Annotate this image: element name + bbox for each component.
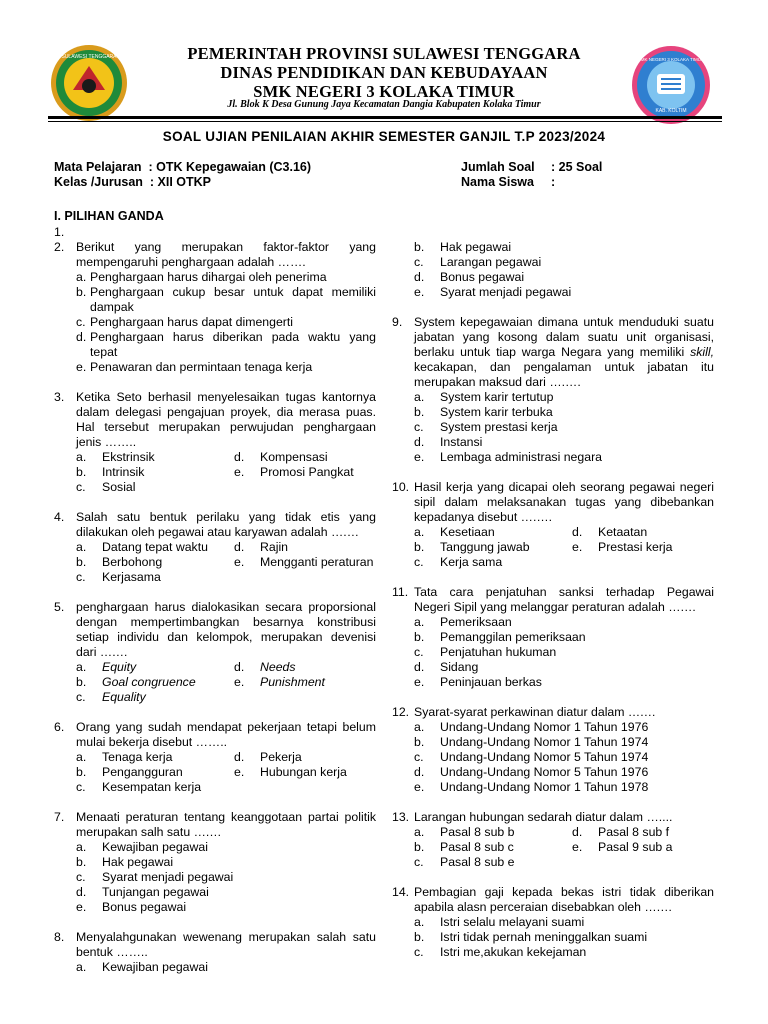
- option-e[interactable]: e. Mengganti peraturan: [234, 555, 374, 569]
- option-a[interactable]: a. Datang tepat waktu: [76, 540, 208, 554]
- option-c[interactable]: c. Istri me,akukan kekejaman: [414, 945, 587, 959]
- meta-subject-label: Mata Pelajaran: [54, 160, 142, 174]
- option-a[interactable]: a. Kewajiban pegawai: [76, 840, 208, 854]
- question-stem: Menyalahgunakan wewenang merupakan salah satu: [76, 930, 376, 944]
- question-9: [392, 315, 714, 465]
- question-number: 4.: [54, 510, 65, 524]
- question-number: 13.: [392, 810, 410, 824]
- option-e[interactable]: e. Prestasi kerja: [572, 540, 673, 554]
- option-c[interactable]: c. Penjatuhan hukuman: [414, 645, 557, 659]
- option-b[interactable]: b. Tanggung jawab: [414, 540, 530, 554]
- question-8: [54, 930, 376, 975]
- question-stem: berlaku untuk tiap warga Negara yang memiliki skill,: [414, 345, 714, 359]
- question-stem: bentuk ……..: [76, 945, 148, 959]
- option-d[interactable]: d. Undang-Undang Nomor 5 Tahun 1976: [414, 765, 649, 779]
- question-stem: sipil dalam melaksanakan tugas yang dibebankan: [414, 495, 714, 509]
- option-e[interactable]: e. Bonus pegawai: [76, 900, 187, 914]
- option-e[interactable]: e. Punishment: [234, 675, 325, 689]
- question-stem: setiap individu dan kelompok, merupakan devenisi: [76, 630, 376, 644]
- meta-subject-value: : OTK Kepegawaian (C3.16): [148, 160, 312, 174]
- option-a[interactable]: a. Equity: [76, 660, 137, 674]
- question-stem: Negeri Sipil yang melanggar peraturan adalah ….…: [414, 600, 697, 614]
- question-stem: dari ….…: [76, 645, 128, 659]
- option-d[interactable]: d. Rajin: [234, 540, 289, 554]
- question-stem: Syarat-syarat perkawinan diatur dalam ….…: [414, 705, 656, 719]
- question-stem: mulai bekerja disebut ……..: [76, 735, 228, 749]
- question-stem: apabila alasn perceraian disebabkan oleh ….…: [414, 900, 673, 914]
- option-d[interactable]: d. Kompensasi: [234, 450, 328, 464]
- question-7: [54, 810, 376, 915]
- question-10: [392, 480, 714, 570]
- question-stem: merupakan maksud dari ….….: [414, 375, 581, 389]
- option-a[interactable]: a. Ekstrinsik: [76, 450, 155, 464]
- option-e[interactable]: e. Syarat menjadi pegawai: [414, 285, 572, 299]
- option-b[interactable]: b. Hak pegawai: [414, 240, 512, 254]
- option-d[interactable]: d. Sidang: [414, 660, 479, 674]
- left-column: [54, 225, 376, 975]
- option-c[interactable]: c. Penghargaan harus dapat dimengerti: [76, 315, 294, 329]
- header-divider-thin: [48, 121, 722, 122]
- question-stem: Salah satu bentuk perilaku yang tidak etis yang: [76, 510, 376, 524]
- option-c[interactable]: c. Pasal 8 sub e: [414, 855, 515, 869]
- option-a[interactable]: a. Pemeriksaan: [414, 615, 512, 629]
- question-number: 8.: [54, 930, 65, 944]
- question-5: [54, 600, 376, 705]
- option-e[interactable]: e. Peninjauan berkas: [414, 675, 542, 689]
- school-logo-text: SMK NEGERI 3 KOLAKA TIMUR: [637, 57, 705, 62]
- option-b[interactable]: b. Pemanggilan pemeriksaan: [414, 630, 586, 644]
- option-b[interactable]: b. Goal congruence: [76, 675, 196, 689]
- question-stem: Pembagian gaji kepada bekas istri tidak diberikan: [414, 885, 714, 899]
- meta-class-label: Kelas /Jurusan: [54, 175, 143, 189]
- question-number: 3.: [54, 390, 65, 404]
- question-2: [54, 240, 376, 375]
- header-line-2: DINAS PENDIDIKAN DAN KEBUDAYAAN: [220, 63, 548, 82]
- question-number: 6.: [54, 720, 65, 734]
- meta-count: [461, 160, 602, 174]
- option-b[interactable]: b. Intrinsik: [76, 465, 145, 479]
- option-c[interactable]: c. Sosial: [76, 480, 136, 494]
- meta-subject: [54, 160, 311, 174]
- option-d[interactable]: d. Pekerja: [234, 750, 302, 764]
- question-number: 14.: [392, 885, 410, 899]
- option-d[interactable]: d. Pasal 8 sub f: [572, 825, 670, 839]
- option-e[interactable]: e. Undang-Undang Nomor 1 Tahun 1978: [414, 780, 649, 794]
- question-stem: System kepegawaian dimana untuk menduduki suatu: [414, 315, 714, 329]
- option-a[interactable]: a. Kewajiban pegawai: [76, 960, 208, 974]
- question-stem: jenis ……..: [76, 435, 137, 449]
- province-logo-text: SULAWESI TENGGARA: [61, 54, 117, 60]
- option-b[interactable]: b. Pengangguran: [76, 765, 183, 779]
- meta-name-label: Nama Siswa: [461, 175, 534, 189]
- option-b[interactable]: b. Penghargaan cukup besar untuk dapat memiliki dampak: [76, 285, 376, 314]
- question-number: 1.: [54, 225, 65, 239]
- question-stem: merupakan salh satu ….…: [76, 825, 222, 839]
- question-stem: dengan mempertimbangkan besarnya konstribusi: [76, 615, 376, 629]
- question-11: [392, 585, 714, 690]
- question-stem: Hal tersebut merupakan perwujudan penghargaan: [76, 420, 376, 434]
- option-d[interactable]: d. Instansi: [414, 435, 483, 449]
- right-column: [392, 240, 714, 960]
- option-d[interactable]: d. Penghargaan harus diberikan pada waktu yang tepat: [76, 330, 376, 359]
- exam-title: SOAL UJIAN PENILAIAN AKHIR SEMESTER GANJIL T.P 2023/2024: [162, 129, 606, 144]
- question-stem: mempengaruhi penghargaan adalah …….: [76, 255, 306, 269]
- question-number: 7.: [54, 810, 65, 824]
- option-e[interactable]: e. Pasal 9 sub a: [572, 840, 673, 854]
- option-c[interactable]: c. Kerja sama: [414, 555, 503, 569]
- section-title: I. PILIHAN GANDA: [54, 209, 164, 223]
- header-address: Jl. Blok K Desa Gunung Jaya Kecamatan Dangia Kabupaten Kolaka Timur: [227, 99, 541, 110]
- option-c[interactable]: c. Kerjasama: [76, 570, 161, 584]
- question-stem: dilakukan oleh pegawai atau karyawan adalah ….…: [76, 525, 360, 539]
- option-d[interactable]: d. Ketaatan: [572, 525, 648, 539]
- option-a[interactable]: a. Penghargaan harus dihargai oleh penerima: [76, 270, 327, 284]
- question-13: [392, 810, 714, 870]
- option-e[interactable]: e. Penawaran dan permintaan tenaga kerja: [76, 360, 313, 374]
- option-a[interactable]: a. Kesetiaan: [414, 525, 495, 539]
- option-a[interactable]: a. Pasal 8 sub b: [414, 825, 515, 839]
- option-d[interactable]: d. Bonus pegawai: [414, 270, 525, 284]
- option-c[interactable]: c. System prestasi kerja: [414, 420, 558, 434]
- question-3: [54, 390, 376, 495]
- question-number: 11.: [392, 585, 409, 599]
- question-stem: jabatan yang kosong dalam suatu unit organisasi,: [414, 330, 714, 344]
- header-divider-thick: [48, 116, 722, 119]
- question-stem: Ketika Seto berhasil menyelesaikan tugas kantornya: [76, 390, 376, 404]
- question-number: 5.: [54, 600, 65, 614]
- meta-name-value: :: [551, 175, 556, 189]
- question-stem: dalam delegasi pengajuan proyek, dia merasa puas.: [76, 405, 376, 419]
- question-4: [54, 510, 376, 585]
- question-1: [54, 225, 376, 240]
- option-b[interactable]: b. Undang-Undang Nomor 1 Tahun 1974: [414, 735, 649, 749]
- question-stem: penghargaan harus dialokasikan secara proporsional: [76, 600, 376, 614]
- question-stem: Berikut yang merupakan faktor-faktor yang: [76, 240, 376, 254]
- option-d[interactable]: d. Tunjangan pegawai: [76, 885, 209, 899]
- question-stem: Orang yang sudah mendapat pekerjaan tetapi belum: [76, 720, 376, 734]
- header-line-3: SMK NEGERI 3 KOLAKA TIMUR: [253, 82, 515, 101]
- option-c[interactable]: c. Undang-Undang Nomor 5 Tahun 1974: [414, 750, 649, 764]
- question-stem: Menaati peraturan tentang keanggotaan partai politik: [76, 810, 376, 824]
- meta-count-label: Jumlah Soal: [461, 160, 535, 174]
- option-c[interactable]: c. Kesempatan kerja: [76, 780, 202, 794]
- question-12: [392, 705, 714, 795]
- question-stem: kecakapan, dan pengalaman untuk jabatan itu: [414, 360, 714, 374]
- question-number: 10.: [392, 480, 410, 494]
- question-number: 9.: [392, 315, 403, 329]
- option-b[interactable]: b. System karir terbuka: [414, 405, 553, 419]
- meta-class-value: : XII OTKP: [149, 175, 212, 189]
- question-number: 12.: [392, 705, 410, 719]
- question-8-continued: [392, 240, 714, 300]
- option-e[interactable]: e. Promosi Pangkat: [234, 465, 354, 479]
- question-stem: Larangan hubungan sedarah diatur dalam …....: [414, 810, 673, 824]
- option-b[interactable]: b. Berbohong: [76, 555, 163, 569]
- meta-count-value: : 25 Soal: [551, 160, 603, 174]
- option-b[interactable]: b. Pasal 8 sub c: [414, 840, 514, 854]
- option-c[interactable]: c. Larangan pegawai: [414, 255, 542, 269]
- option-e[interactable]: e. Hubungan kerja: [234, 765, 347, 779]
- meta-class: [54, 175, 211, 189]
- question-14: [392, 885, 714, 960]
- option-c[interactable]: c. Equality: [76, 690, 146, 704]
- question-6: [54, 720, 376, 795]
- option-a[interactable]: a. Istri selalu melayani suami: [414, 915, 585, 929]
- header-line-1: PEMERINTAH PROVINSI SULAWESI TENGGARA: [187, 44, 581, 63]
- option-c[interactable]: c. Syarat menjadi pegawai: [76, 870, 234, 884]
- option-a[interactable]: a. Tenaga kerja: [76, 750, 173, 764]
- option-d[interactable]: d. Needs: [234, 660, 296, 674]
- option-e[interactable]: e. Lembaga administrasi negara: [414, 450, 603, 464]
- question-number: 2.: [54, 240, 65, 254]
- question-stem: Tata cara penjatuhan sanksi terhadap Pegawai: [414, 585, 714, 599]
- school-logo-subtext: KAB. KOLTIM: [655, 108, 687, 114]
- question-stem: kepadanya disebut ….….: [414, 510, 553, 524]
- option-b[interactable]: b. Hak pegawai: [76, 855, 174, 869]
- question-stem: Hasil kerja yang dicapai oleh seorang pegawai negeri: [414, 480, 714, 494]
- option-a[interactable]: a. Undang-Undang Nomor 1 Tahun 1976: [414, 720, 649, 734]
- meta-name: [461, 175, 555, 189]
- option-a[interactable]: a. System karir tertutup: [414, 390, 554, 404]
- option-b[interactable]: b. Istri tidak pernah meninggalkan suami: [414, 930, 648, 944]
